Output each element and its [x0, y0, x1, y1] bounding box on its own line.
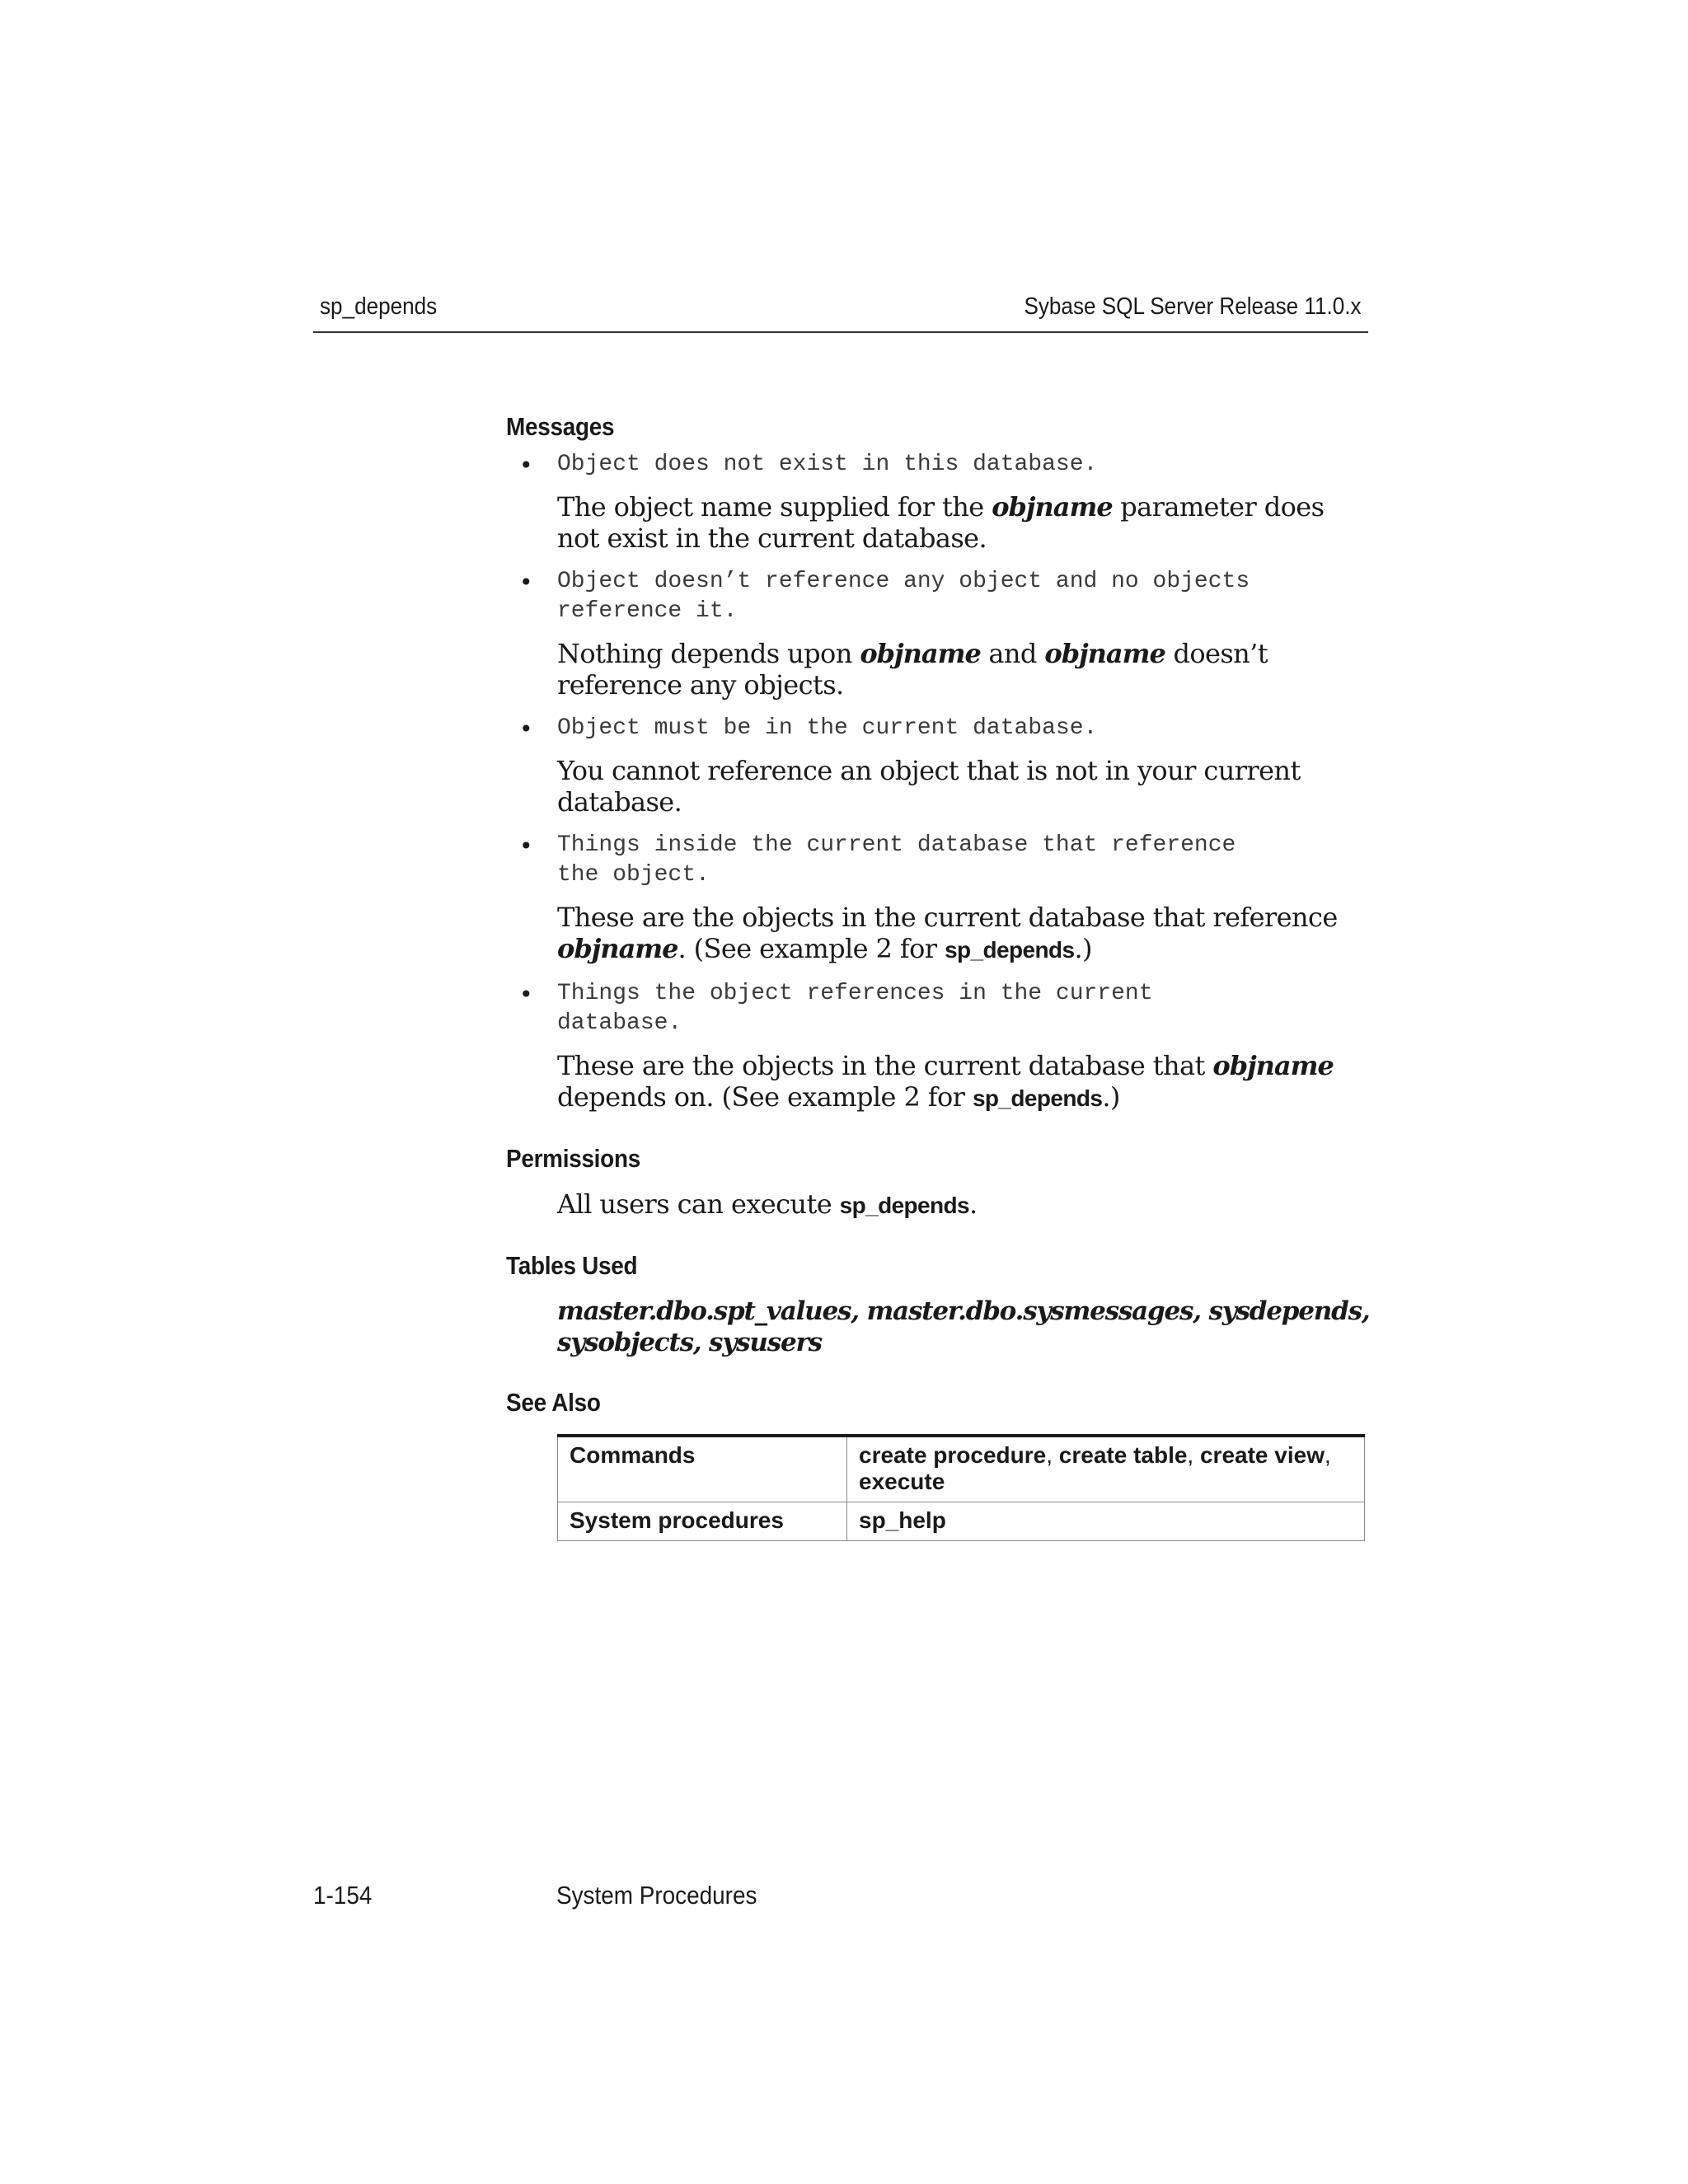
messages-section — [506, 412, 1372, 1114]
message-item — [519, 831, 1372, 966]
message-code: Things inside the current database that reference the object. — [557, 832, 1236, 888]
permissions-text: All users can execute sp_depends. — [557, 1188, 978, 1220]
tables-used-heading: Tables Used — [506, 1251, 638, 1280]
message-description: These are the objects in the current database that reference objname. (See example 2 for sp_depends.) — [557, 902, 1338, 964]
message-description: These are the objects in the current database that objname depends on. (See example 2 for sp_depends.) — [557, 1050, 1334, 1113]
bullet-icon: • — [519, 832, 533, 860]
page-footer — [313, 1881, 1385, 1914]
bullet-icon: • — [519, 569, 533, 596]
table-cell-references: sp_help — [847, 1502, 1365, 1541]
page-content — [506, 412, 1372, 1541]
message-item — [519, 979, 1372, 1114]
message-description: The object name supplied for the objname parameter does not exist in the current database. — [557, 491, 1325, 554]
message-item — [519, 450, 1372, 554]
tables-used-list: master.dbo.spt_values, master.dbo.sysmessages, sysdepends, sysobjects, sysusers — [557, 1296, 1370, 1357]
table-row — [558, 1502, 1365, 1541]
header-release: Sybase SQL Server Release 11.0.x — [1024, 293, 1362, 320]
message-description: Nothing depends upon objname and objname doesn’t reference any objects. — [557, 638, 1268, 701]
running-header — [313, 290, 1368, 333]
table-cell-category: System procedures — [558, 1502, 847, 1541]
permissions-heading: Permissions — [506, 1144, 640, 1173]
message-item — [519, 714, 1372, 818]
see-also-section — [506, 1388, 1372, 1541]
see-also-table — [557, 1434, 1365, 1541]
bullet-icon: • — [519, 452, 533, 479]
tables-used-section — [506, 1251, 1372, 1358]
message-code: Object doesn’t reference any object and no objects reference it. — [557, 569, 1250, 624]
message-code: Object does not exist in this database. — [557, 452, 1098, 477]
permissions-section — [506, 1144, 1372, 1221]
message-code: Things the object references in the current database. — [557, 981, 1153, 1036]
book-title: System Procedures — [556, 1881, 757, 1910]
bullet-icon: • — [519, 981, 533, 1008]
message-item — [519, 567, 1372, 701]
see-also-heading: See Also — [506, 1388, 601, 1417]
table-row — [558, 1436, 1365, 1502]
message-description: You cannot reference an object that is not in your current database. — [557, 755, 1301, 818]
table-cell-references: create procedure, create table, create view, execute — [847, 1436, 1365, 1502]
messages-heading: Messages — [506, 412, 615, 441]
message-code: Object must be in the current database. — [557, 715, 1098, 741]
messages-list — [506, 450, 1372, 1114]
bullet-icon: • — [519, 715, 533, 743]
page-number: 1-154 — [313, 1881, 373, 1910]
header-topic: sp_depends — [320, 293, 438, 320]
table-cell-category: Commands — [558, 1436, 847, 1502]
